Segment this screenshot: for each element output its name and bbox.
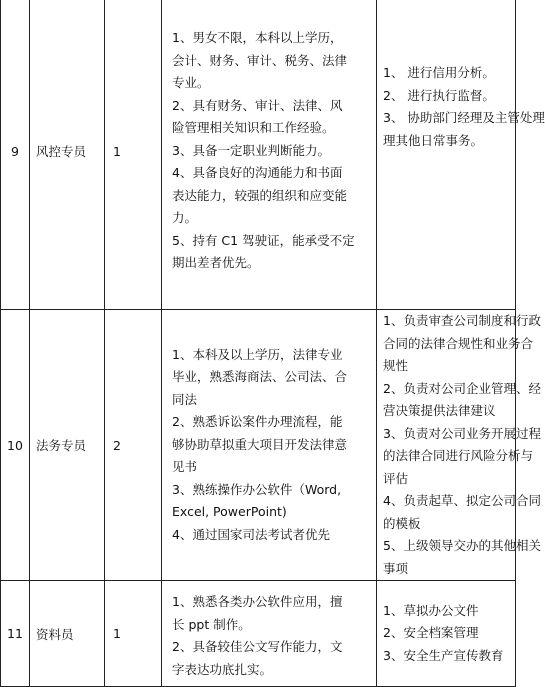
row-number: 11 — [1, 581, 30, 687]
requirement-line: 2、熟悉诉讼案件办理流程，能 — [172, 414, 343, 430]
duty-line: 的模板 — [383, 515, 421, 531]
requirement-line: 5、持有 C1 驾驶证，能承受不定 — [172, 232, 355, 248]
requirement-line: 见书 — [172, 459, 198, 475]
row-number: 10 — [1, 310, 30, 581]
requirement-line: 1、本科及以上学历，法律专业 — [172, 346, 343, 362]
requirement-line: 会计、财务、审计、税务、法律 — [172, 52, 348, 68]
requirement-line: 期出差者优先。 — [172, 255, 260, 271]
duty-line: 事项 — [383, 560, 409, 576]
duty-line: 1、草拟办公文件 — [383, 602, 479, 618]
duty-line: 2、 进行执行监督。 — [383, 87, 495, 103]
duty-line: 合同的法律合规性和业务合 — [383, 335, 534, 351]
row-number: 9 — [1, 0, 30, 310]
table-row — [1, 310, 516, 581]
requirement-line: 毕业，熟悉海商法、公司法、合 — [172, 369, 348, 385]
requirement-line: 字表达功底扎实。 — [172, 661, 273, 677]
duty-line: 2、安全档案管理 — [383, 625, 479, 641]
duty-line: 3、负责对公司业务开展过程 — [383, 425, 541, 441]
headcount: 1 — [105, 581, 162, 687]
duty-line: 规性 — [383, 358, 409, 373]
requirement-line: 2、具备较佳公文写作能力，文 — [172, 639, 343, 654]
requirement-line: 够协助草拟重大项目开发法律意 — [172, 436, 348, 452]
duties-cell — [377, 0, 545, 310]
table-row — [1, 0, 516, 310]
headcount: 1 — [105, 0, 162, 310]
duty-line: 3、 协助部门经理及主管处理 — [383, 110, 545, 125]
duty-line: 评估 — [383, 470, 409, 486]
duty-line: 4、负责起草、拟定公司合同 — [383, 493, 541, 508]
requirement-line: 4、具备良好的沟通能力和书面 — [172, 165, 343, 181]
requirement-line: 险管理相关知识和工作经验。 — [172, 120, 335, 136]
requirements-cell — [162, 310, 377, 581]
duty-line: 1、负责审查公司制度和行政 — [383, 313, 541, 328]
headcount: 2 — [105, 310, 162, 581]
requirement-line: 表达能力，较强的组织和应变能 — [172, 187, 348, 203]
requirement-line: 3、熟练操作办公软件（Word, — [172, 481, 342, 497]
requirement-line: 2、具有财务、审计、法律、风 — [172, 97, 343, 113]
duties-cell — [377, 581, 516, 687]
requirement-line: 同法 — [172, 391, 198, 407]
position-name: 风控专员 — [30, 0, 105, 310]
requirement-line: 长 ppt 制作。 — [172, 616, 251, 632]
duty-line: 营决策提供法律建议 — [383, 403, 496, 418]
requirement-line: 4、通过国家司法考试者优先 — [172, 526, 330, 542]
duty-line: 1、 进行信用分析。 — [383, 65, 495, 80]
position-name: 法务专员 — [30, 310, 105, 581]
duty-line: 的法律合同进行风险分析与 — [383, 448, 534, 463]
requirement-line: 3、具备一定职业判断能力。 — [172, 142, 330, 158]
position-name: 资料员 — [30, 581, 105, 687]
duty-line: 3、安全生产宣传教育 — [383, 647, 504, 663]
requirement-line: Excel, PowerPoint) — [172, 504, 287, 520]
requirement-line: 专业。 — [172, 75, 210, 91]
requirements-cell — [162, 581, 377, 687]
requirement-line: 1、男女不限，本科以上学历， — [172, 30, 343, 46]
duties-cell — [377, 310, 541, 581]
duty-line: 2、负责对公司企业管理、经 — [383, 380, 541, 396]
table-row — [1, 581, 516, 687]
duty-line: 5、上级领导交办的其他相关 — [383, 538, 541, 553]
requirement-line: 1、熟悉各类办公软件应用，擅 — [172, 594, 343, 609]
duty-line: 理其他日常事务。 — [383, 132, 484, 148]
requirement-line: 力。 — [172, 210, 198, 226]
requirements-cell — [162, 0, 377, 310]
